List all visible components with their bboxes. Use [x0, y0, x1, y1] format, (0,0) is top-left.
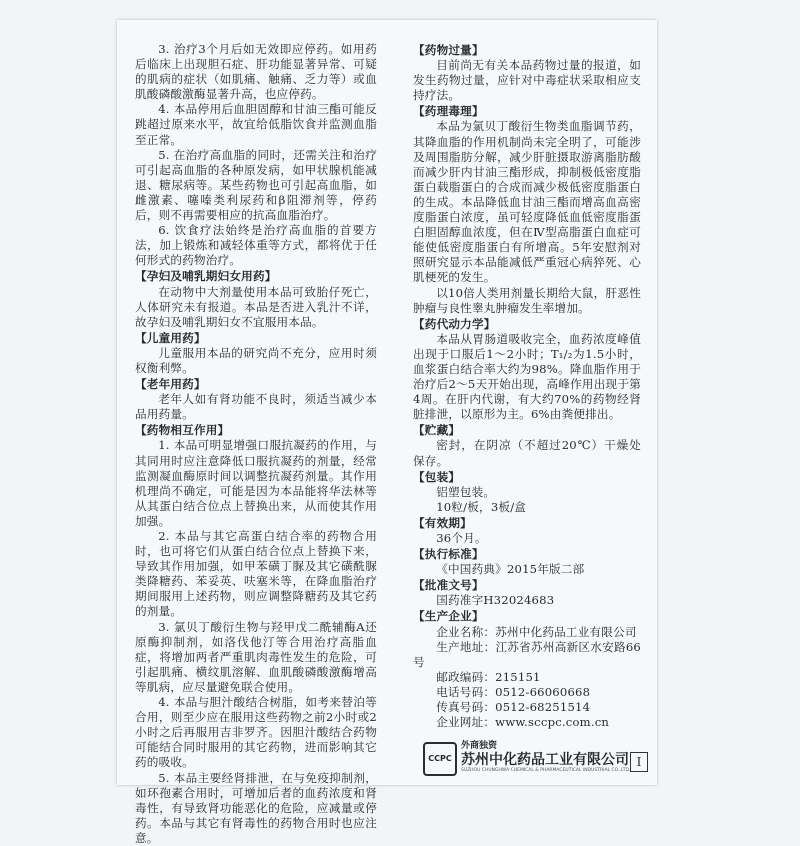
- section-heading: 【药理毒理】: [413, 104, 484, 119]
- ccpc-logo-icon: CCPC: [423, 742, 457, 776]
- leaflet-sheet: [117, 20, 657, 845]
- section-heading: 【药物相互作用】: [135, 423, 230, 438]
- paragraph: 在动物中大剂量使用本品可致胎仔死亡，人体研究未有报道。本品是否进入乳汁不详，故孕妇及哺乳期妇女不宜服用本品。: [135, 284, 377, 329]
- section-heading: 【批准文号】: [413, 578, 484, 593]
- paragraph: 密封，在阴凉（不超过20℃）干燥处保存。: [413, 438, 641, 468]
- paragraph: 儿童服用本品的研究尚不充分，应用时须权衡利弊。: [135, 345, 377, 375]
- section-heading: 【药代动力学】: [413, 316, 496, 331]
- paragraph: 生产地址：江苏省苏州高新区水安路66号: [413, 639, 641, 669]
- paragraph: 本品为氯贝丁酸衍生物类血脂调节药，其降血脂的作用机制尚未完全明了，可能涉及周围脂肪分解，减少肝脏摄取游离脂肪酸而减少肝内甘油三酯形成，抑制极低密度脂蛋白载脂蛋白的合成而减少极低密度脂蛋白的生成。本品降低血甘油三酯而增高血高密度脂蛋白浓度，虽可轻度降低血低密度脂蛋白胆固醇血浓度，但在Ⅳ型高脂蛋白血症可能使低密度脂蛋白有所增高。5年安慰剂对照研究显示本品能减低严重冠心病猝死、心肌梗死的发生。: [413, 119, 641, 285]
- section-heading: 【孕妇及哺乳期妇女用药】: [135, 269, 277, 284]
- company-logo: [423, 738, 643, 786]
- paragraph: 电话号码：0512-66060668: [436, 684, 591, 699]
- paragraph: 10粒/板，3板/盒: [436, 499, 527, 514]
- paragraph: 老年人如有肾功能不良时，须适当减少本品用药量。: [135, 392, 377, 422]
- section-heading: 【老年用药】: [135, 377, 206, 392]
- paragraph: 6. 饮食疗法始终是治疗高血脂的首要方法，加上锻炼和减轻体重等方式，都将优于任何形式的药物治疗。: [135, 223, 377, 268]
- paragraph: 企业网址：www.sccpc.com.cn: [436, 715, 610, 730]
- paragraph: 邮政编码：215151: [436, 669, 541, 684]
- paragraph: 4. 本品停用后血胆固醇和甘油三酯可能反跳超过原来水平，故宜给低脂饮食并监测血脂至正常。: [135, 102, 377, 147]
- paragraph: 1. 本品可明显增强口服抗凝药的作用，与其同用时应注意降低口服抗凝药的剂量，经常监测凝血酶原时间以调整抗凝药剂量。其作用机理尚不确定，可能是因为本品能将华法林等从其蛋白结合位点上替换出来，从而使其作用加强。: [135, 438, 377, 528]
- paragraph: 2. 本品与其它高蛋白结合率的药物合用时，也可将它们从蛋白结合位点上替换下来，导致其作用加强，如甲苯磺丁脲及其它磺酰脲类降糖药、苯妥英、呋塞米等，在降血脂治疗期间服用上述药物，则应调整降糖药及其它药的剂量。: [135, 529, 377, 619]
- section-heading: 【生产企业】: [413, 609, 484, 624]
- section-heading: 【有效期】: [413, 515, 472, 530]
- section-heading: 【执行标准】: [413, 547, 484, 562]
- paragraph: 3. 治疗3个月后如无效即应停药。如用药后临床上出现胆石症、肝功能显著异常、可疑的肌病的症状（如肌痛、触痛、乏力等）或血肌酸磷酸激酶显著升高，也应停药。: [135, 42, 377, 102]
- paragraph: 企业名称：苏州中化药品工业有限公司: [436, 624, 637, 639]
- paragraph: 目前尚无有关本品药物过量的报道，如发生药物过量，应针对中毒症状采取相应支持疗法。: [413, 58, 641, 103]
- paragraph: 5. 在治疗高血脂的同时，还需关注和治疗可引起高血脂的各种原发病，如甲状腺机能减退、糖尿病等。某些药物也可引起高血脂，如雌激素、噻嗪类利尿药和β阻滞剂等，停药后，则不再需要相应的抗高血脂治疗。: [135, 147, 377, 223]
- paragraph: 《中国药典》2015年版二部: [436, 562, 585, 577]
- paragraph: 3. 氯贝丁酸衍生物与羟甲戊二酰辅酶A还原酶抑制剂，如洛伐他汀等合用治疗高脂血症，将增加两者严重肌肉毒性发生的危险，可引起肌痛、横纹肌溶解、血肌酸磷酸激酶增高等肌病，应尽量避免联合使用。: [135, 619, 377, 694]
- page-marker: I: [630, 752, 648, 772]
- paragraph: 4. 本品与胆汁酸结合树脂，如考来替泊等合用，则至少应在服用这些药物之前2小时或2小时之后再服用吉非罗齐。因胆汁酸结合药物可能结合同时服用的其它药物，进而影响其它药的吸收。: [135, 695, 377, 770]
- section-heading: 【儿童用药】: [135, 330, 206, 345]
- paragraph: 本品从胃肠道吸收完全，血药浓度峰值出现于口服后1～2小时；T₁/₂为1.5小时，血浆蛋白结合率大约为98%。降血脂作用于治疗后2～5天开始出现，高峰作用出现于第4周。在肝内代谢，有大约70%的药物经肾脏排泄，以原形为主。6%由粪便排出。: [413, 331, 641, 422]
- paragraph: 以10倍人类用剂量长期给大鼠，肝恶性肿瘤与良性睾丸肿瘤发生率增加。: [413, 285, 641, 315]
- logo-tagline: 外商独资: [461, 741, 498, 751]
- section-heading: 【贮藏】: [413, 423, 461, 438]
- section-heading: 【包装】: [413, 469, 461, 484]
- right-column: [413, 42, 641, 730]
- section-heading: 【药物过量】: [413, 43, 484, 57]
- paragraph: 36个月。: [436, 531, 487, 545]
- logo-company-name: 苏州中化药品工业有限公司: [461, 752, 629, 768]
- paragraph: 国药准字H32024683: [436, 593, 555, 608]
- logo-english-name: SUZHOU CHUNGHWA CHEMICAL & PHARMACEUTICAL INDUSTRIAL CO.,LTD.: [461, 768, 631, 773]
- paragraph: 铝塑包装。: [436, 484, 496, 499]
- left-column: [135, 42, 377, 846]
- paragraph: 5. 本品主要经肾排泄，在与免疫抑制剂，如环孢素合用时，可增加后者的血药浓度和肾毒性，有导致肾功能恶化的危险，应减量或停药。本品与其它有肾毒性的药物合用时也应注意。: [135, 770, 377, 845]
- paragraph: 传真号码：0512-68251514: [436, 700, 591, 715]
